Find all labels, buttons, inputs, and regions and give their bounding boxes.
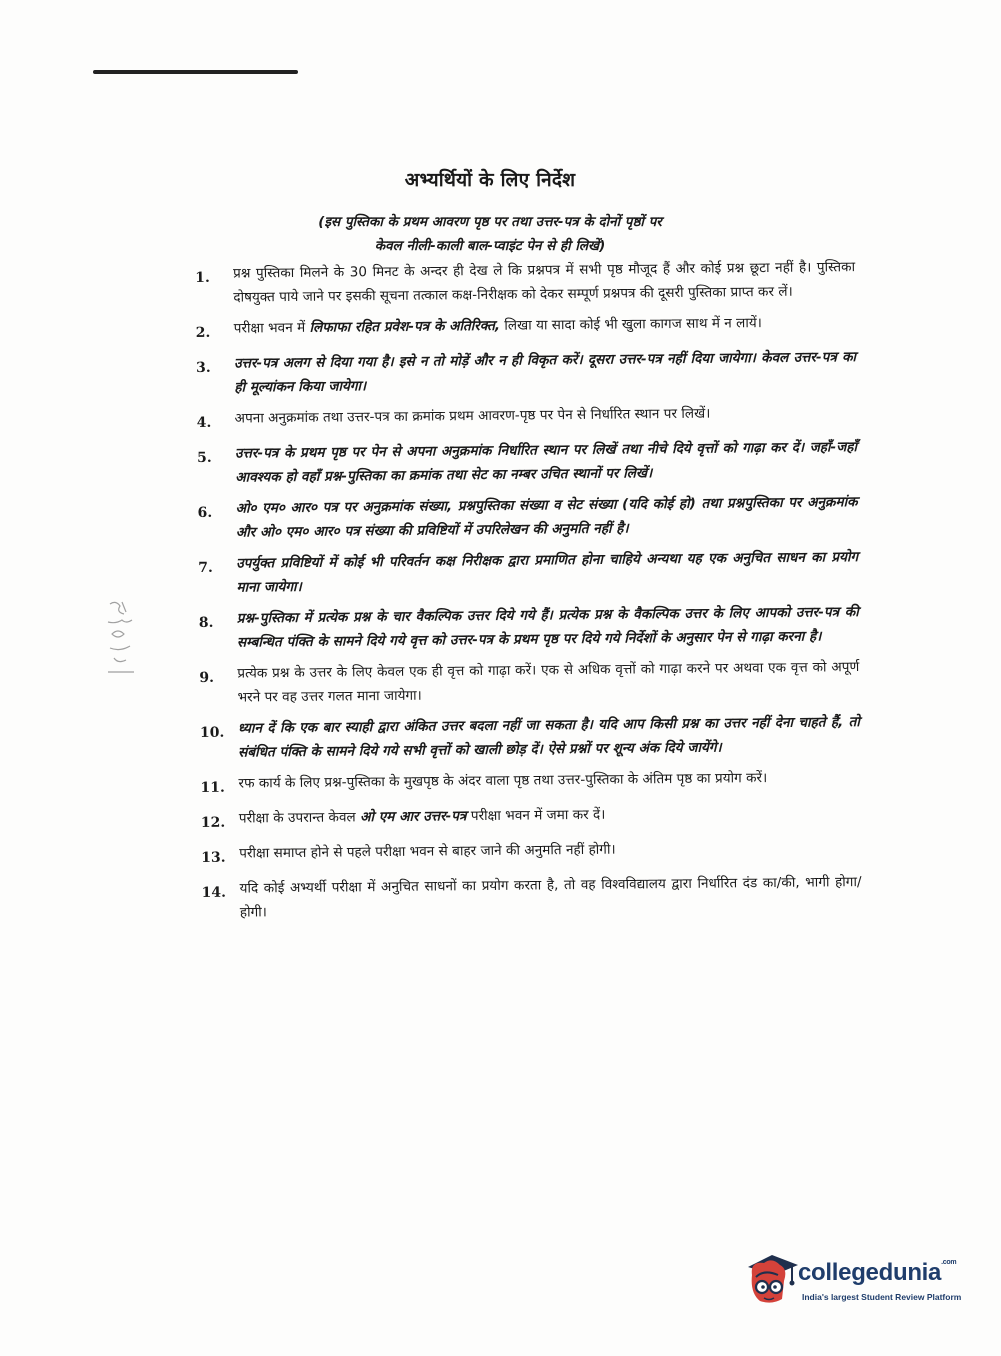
instruction-number: 12.: [200, 814, 226, 831]
instruction-item-9: [199, 655, 859, 710]
logo-suffix: .com: [941, 1259, 957, 1266]
instruction-text: [239, 800, 861, 835]
instruction-text: उत्तर-पत्र अलग से दिया गया है। इसे न तो मोड़ें और न ही विकृत करें। दूसरा उत्तर-पत्र नहीं दिया जायेगा। केवल उत्तर-पत्र का ही मूल्यांकन किया जायेगा।: [233, 349, 857, 396]
logo-name-text: collegedunia: [798, 1259, 942, 1286]
instruction-item-8: [199, 600, 859, 655]
instruction-text: ध्यान दें कि एक बार स्याही द्वारा अंकित उत्तर बदला नहीं जा सकता है। यदि आप किसी प्रश्न का उत्तर नहीं देना चाहते हैं, तो संबंधित पंक्ति के सामने दिये गये सभी वृत्तों को खाली छोड़ दें। ऐसे प्रश्नों पर शून्य अंक दिये जायेंगे।: [237, 714, 860, 761]
instruction-item-13: [201, 835, 861, 870]
instruction-number: 11.: [200, 779, 225, 796]
instruction-emphasis: लिफाफा रहित प्रवेश-पत्र के अतिरिक्त,: [309, 317, 501, 336]
instruction-text: उपर्युक्त प्रविष्टियों में कोई भी परिवर्तन कक्ष निरीक्षक द्वारा प्रमाणित होना चाहिये अन्यथा यह एक अनुचित साधन का प्रयोग माना जायेगा।: [236, 549, 859, 596]
instruction-number: 10.: [199, 724, 225, 741]
instruction-list: [195, 255, 862, 932]
instruction-item-14: [201, 870, 861, 925]
instruction-text: उत्तर-पत्र के प्रथम पृष्ठ पर पेन से अपना अनुक्रमांक निर्धारित स्थान पर लिखें तथा नीचे दिये वृत्तों को गाढ़ा कर दें। जहाँ-जहाँ आवश्यक हो वहाँ प्रश्न-पुस्तिका का क्रमांक तथा सेट का नम्बर उचित स्थानों पर लिखें।: [234, 439, 858, 486]
logo-tagline: India's largest Student Review Platform: [802, 1292, 962, 1302]
instruction-number: 4.: [196, 414, 212, 431]
instruction-text-part: परीक्षा के उपरान्त केवल: [238, 809, 361, 827]
instruction-number: 2.: [195, 324, 211, 341]
instruction-item-2: [196, 310, 856, 345]
instruction-text: परीक्षा समाप्त होने से पहले परीक्षा भवन से बाहर जाने की अनुमति नहीं होगी।: [239, 841, 616, 862]
instruction-number: 9.: [199, 669, 215, 686]
collegedunia-logo: [742, 1247, 972, 1317]
instruction-item-1: [195, 255, 855, 310]
instruction-text: अपना अनुक्रमांक तथा उत्तर-पत्र का क्रमांक प्रथम आवरण-पृष्ठ पर पेन से निर्धारित स्थान पर लिखें।: [234, 405, 711, 427]
instruction-number: 6.: [197, 504, 213, 521]
instruction-number: 14.: [201, 884, 227, 901]
instruction-emphasis: ओ एम आर उत्तर-पत्र: [359, 808, 467, 826]
instruction-number: 8.: [198, 614, 214, 631]
instruction-text: प्रश्न-पुस्तिका में प्रत्येक प्रश्न के चार वैकल्पिक उत्तर दिये गये हैं। प्रत्येक प्रश्न के वैकल्पिक उत्तर के लिए आपको उत्तर-पत्र की सम्बन्धित पंक्ति के सामने दिये गये वृत्त को उत्तर-पत्र के प्रथम पृष्ठ पर दिये गये निर्देशों के अनुसार पेन से गाढ़ा करना है।: [236, 604, 859, 651]
instruction-item-10: [200, 710, 860, 765]
instruction-item-5: [197, 435, 857, 490]
instruction-number: 3.: [196, 359, 211, 376]
instruction-item-4: [197, 400, 857, 435]
subtitle-line-2: केवल नीली-काली बाल-प्वाइंट पेन से ही लिखें): [374, 238, 606, 254]
instruction-item-12: [201, 800, 861, 835]
instruction-text: प्रश्न पुस्तिका मिलने के 30 मिनट के अन्दर ही देख ले कि प्रश्नपत्र में सभी पृष्ठ मौजूद हैं और कोई प्रश्न छूटा नहीं है। पुस्तिका दोषयुक्त पाये जाने पर इसकी सूचना तत्काल कक्ष-निरीक्षक को देकर सम्पूर्ण प्रश्नपत्र की दूसरी पुस्तिका प्राप्त कर लें।: [233, 259, 856, 306]
instruction-text: [234, 310, 856, 345]
instruction-text-part: परीक्षा भवन में जमा कर दें।: [466, 806, 606, 825]
instruction-number: 13.: [201, 849, 226, 866]
instruction-text-part: परीक्षा भवन में: [233, 319, 310, 337]
page-title: अभ्यर्थियों के लिए निर्देश: [404, 169, 576, 191]
instruction-text-part: लिखा या सादा कोई भी खुला कागज साथ में न लायें।: [499, 315, 762, 334]
instruction-number: 1.: [195, 269, 210, 286]
graduate-mascot-icon: [742, 1247, 802, 1309]
instruction-item-7: [198, 545, 858, 600]
instruction-text: प्रत्येक प्रश्न के उत्तर के लिए केवल एक ही वृत्त को गाढ़ा करें। एक से अधिक वृत्तों को गाढ़ा करने पर अथवा एक वृत्त को अपूर्ण भरने पर वह उत्तर गलत माना जायेगा।: [237, 659, 860, 706]
instruction-text: रफ कार्य के लिए प्रश्न-पुस्तिका के मुखपृष्ठ के अंदर वाला पृष्ठ तथा उत्तर-पुस्तिका के अंतिम पृष्ठ का प्रयोग करें।: [238, 770, 768, 792]
instruction-number: 7.: [198, 559, 213, 576]
margin-stamp-mark: [104, 598, 138, 680]
instruction-item-3: [196, 345, 856, 400]
instruction-text: यदि कोई अभ्यर्थी परीक्षा में अनुचित साधनों का प्रयोग करता है, तो वह विश्वविद्यालय द्वारा निर्धारित दंड का/की, भागी होगा/होगी।: [239, 874, 862, 921]
instruction-text: ओ० एम० आर० पत्र पर अनुक्रमांक संख्या, प्रश्नपुस्तिका संख्या व सेट संख्या (यदि कोई हो) तथा प्रश्नपुस्तिका पर अनुक्रमांक और ओ० एम० आर० पत्र संख्या की प्रविष्टियों में उपरिलेखन की अनुमति नहीं है।: [235, 494, 858, 541]
page-subtitle: [255, 210, 725, 258]
subtitle-line-1: (इस पुस्तिका के प्रथम आवरण पृष्ठ पर तथा उत्तर-पत्र के दोनों पृष्ठों पर: [318, 214, 662, 230]
instruction-item-11: [200, 765, 860, 800]
logo-wordmark: [798, 1259, 956, 1287]
instruction-number: 5.: [196, 449, 212, 466]
instruction-item-6: [197, 490, 857, 545]
top-rule-line: [93, 70, 298, 74]
